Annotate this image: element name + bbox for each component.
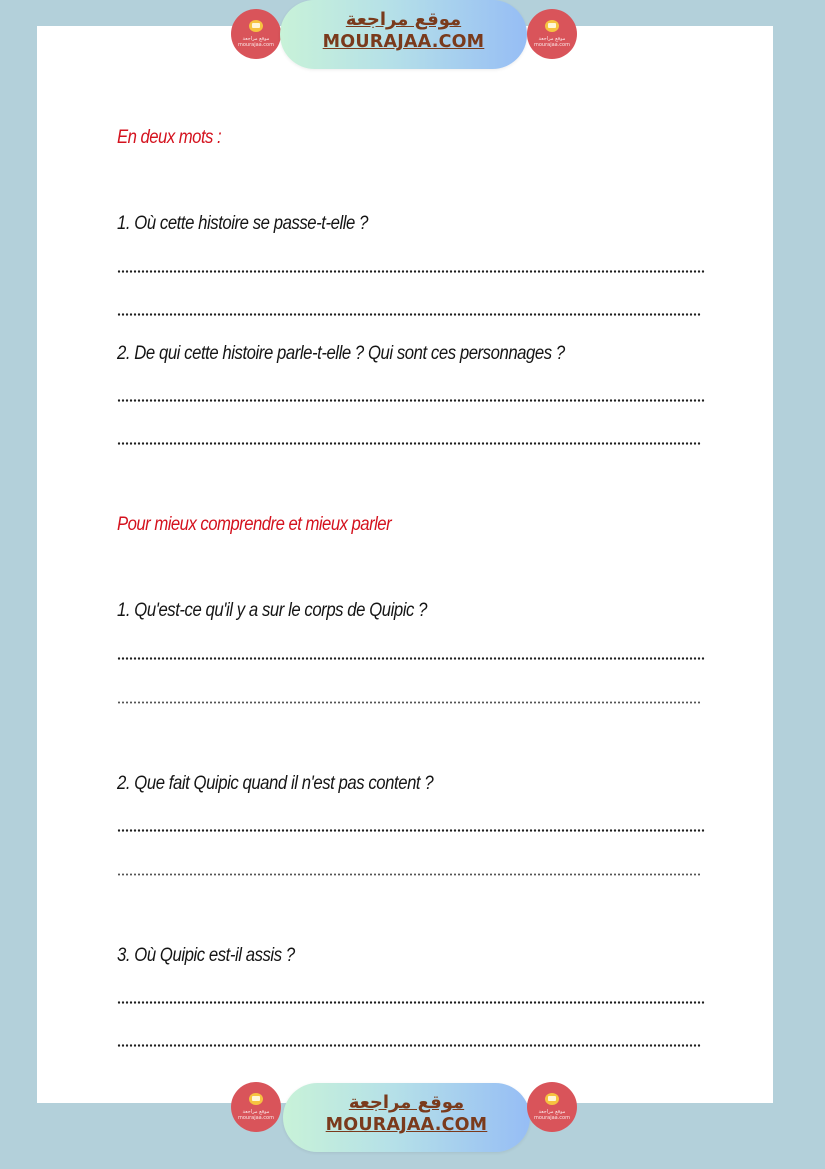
badge-caption — [231, 1109, 281, 1121]
answer-line[interactable] — [117, 270, 705, 273]
answer-line[interactable] — [117, 701, 701, 704]
book-icon — [249, 20, 263, 32]
badge-caption-ar: موقع مراجعة — [538, 1109, 566, 1115]
badge-caption — [527, 1109, 577, 1121]
badge-caption-en: mourajaa.com — [533, 1115, 570, 1121]
book-icon — [545, 20, 559, 32]
badge-caption-ar: موقع مراجعة — [538, 36, 566, 42]
brand-banner-bottom[interactable] — [283, 1083, 530, 1152]
answer-line[interactable] — [117, 873, 701, 876]
badge-caption — [527, 36, 577, 48]
book-icon — [249, 1093, 263, 1105]
question-text: 1. Qu'est-ce qu'il y a sur le corps de Quipic ? — [117, 600, 428, 621]
badge-caption-ar: موقع مراجعة — [242, 1109, 270, 1115]
badge-caption-en: mourajaa.com — [237, 1115, 274, 1121]
answer-line[interactable] — [117, 1044, 701, 1047]
answer-line[interactable] — [117, 657, 705, 660]
badge-caption-en: mourajaa.com — [533, 42, 570, 48]
brand-name-latin: MOURAJAA.COM — [322, 32, 485, 52]
answer-line[interactable] — [117, 313, 701, 316]
answer-line[interactable] — [117, 829, 705, 832]
section-heading: Pour mieux comprendre et mieux parler — [117, 514, 392, 535]
answer-line[interactable] — [117, 399, 705, 402]
badge-caption-en: mourajaa.com — [237, 42, 274, 48]
brand-logo-badge-bottom-right — [527, 1082, 577, 1132]
question-text: 1. Où cette histoire se passe-t-elle ? — [117, 213, 368, 234]
badge-caption — [231, 36, 281, 48]
brand-banner-top[interactable] — [280, 0, 527, 69]
question-text: 2. De qui cette histoire parle-t-elle ? Qui sont ces personnages ? — [117, 343, 565, 364]
worksheet-page — [37, 26, 773, 1103]
section-heading: En deux mots : — [117, 127, 222, 148]
answer-line[interactable] — [117, 442, 701, 445]
question-text: 2. Que fait Quipic quand il n'est pas content ? — [117, 773, 434, 794]
book-icon — [545, 1093, 559, 1105]
brand-logo-badge-bottom-left — [231, 1082, 281, 1132]
brand-logo-badge-top-right — [527, 9, 577, 59]
brand-name-latin: MOURAJAA.COM — [325, 1115, 488, 1135]
brand-name-arabic: موقع مراجعة — [348, 1092, 465, 1113]
answer-line[interactable] — [117, 1001, 705, 1004]
badge-caption-ar: موقع مراجعة — [242, 36, 270, 42]
brand-logo-badge-top-left — [231, 9, 281, 59]
question-text: 3. Où Quipic est-il assis ? — [117, 945, 295, 966]
brand-name-arabic: موقع مراجعة — [345, 9, 462, 30]
